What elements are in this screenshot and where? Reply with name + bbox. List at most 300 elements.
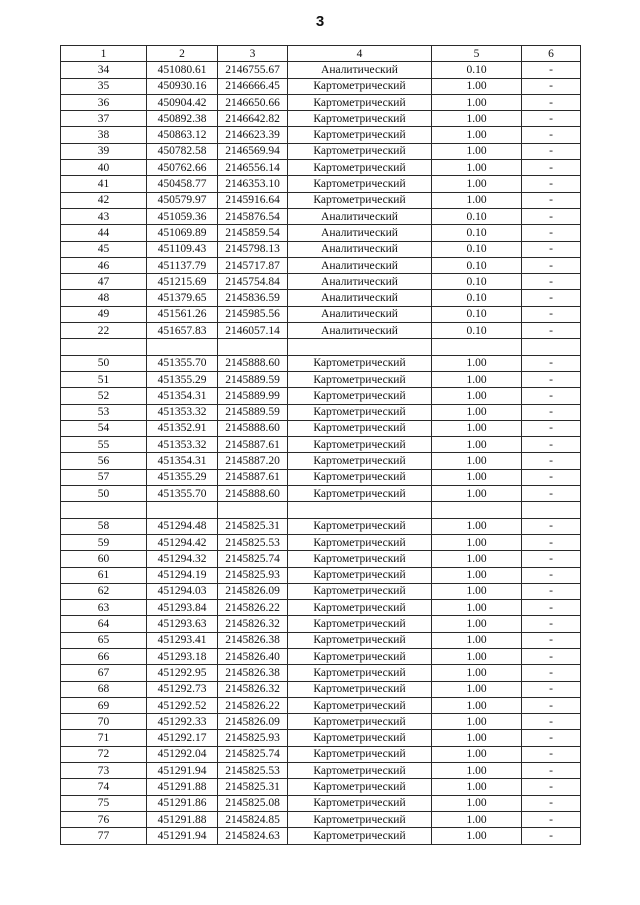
table-row bbox=[61, 746, 581, 762]
point-number-cell: 64 bbox=[61, 616, 147, 632]
y-coordinate-cell bbox=[218, 502, 288, 518]
note-cell: - bbox=[522, 111, 581, 127]
method-cell: Картометрический bbox=[288, 795, 432, 811]
point-number-cell: 44 bbox=[61, 225, 147, 241]
note-cell: - bbox=[522, 371, 581, 387]
header-cell: 2 bbox=[147, 46, 218, 62]
y-coordinate-cell: 2145826.40 bbox=[218, 648, 288, 664]
table-row bbox=[61, 811, 581, 827]
note-cell: - bbox=[522, 290, 581, 306]
x-coordinate-cell: 451291.88 bbox=[147, 779, 218, 795]
point-number-cell: 37 bbox=[61, 111, 147, 127]
x-coordinate-cell: 451291.88 bbox=[147, 811, 218, 827]
note-cell: - bbox=[522, 388, 581, 404]
x-coordinate-cell: 451294.03 bbox=[147, 583, 218, 599]
table-row bbox=[61, 648, 581, 664]
y-coordinate-cell: 2145889.99 bbox=[218, 388, 288, 404]
point-number-cell: 69 bbox=[61, 697, 147, 713]
y-coordinate-cell: 2145825.93 bbox=[218, 730, 288, 746]
x-coordinate-cell: 451294.48 bbox=[147, 518, 218, 534]
note-cell: - bbox=[522, 127, 581, 143]
y-coordinate-cell: 2145887.61 bbox=[218, 437, 288, 453]
point-number-cell: 53 bbox=[61, 404, 147, 420]
y-coordinate-cell: 2145825.53 bbox=[218, 763, 288, 779]
table-row bbox=[61, 469, 581, 485]
header-cell: 6 bbox=[522, 46, 581, 62]
method-cell: Картометрический bbox=[288, 404, 432, 420]
method-cell: Картометрический bbox=[288, 616, 432, 632]
y-coordinate-cell: 2146650.66 bbox=[218, 94, 288, 110]
note-cell: - bbox=[522, 779, 581, 795]
accuracy-cell: 1.00 bbox=[432, 616, 522, 632]
accuracy-cell: 1.00 bbox=[432, 486, 522, 502]
table-row bbox=[61, 730, 581, 746]
x-coordinate-cell: 451069.89 bbox=[147, 225, 218, 241]
point-number-cell: 66 bbox=[61, 648, 147, 664]
y-coordinate-cell: 2145825.53 bbox=[218, 534, 288, 550]
method-cell: Картометрический bbox=[288, 420, 432, 436]
note-cell bbox=[522, 339, 581, 355]
point-number-cell: 62 bbox=[61, 583, 147, 599]
note-cell: - bbox=[522, 208, 581, 224]
x-coordinate-cell: 451215.69 bbox=[147, 274, 218, 290]
x-coordinate-cell: 451293.41 bbox=[147, 632, 218, 648]
x-coordinate-cell: 451379.65 bbox=[147, 290, 218, 306]
x-coordinate-cell: 451292.17 bbox=[147, 730, 218, 746]
method-cell: Картометрический bbox=[288, 763, 432, 779]
x-coordinate-cell: 451355.29 bbox=[147, 469, 218, 485]
x-coordinate-cell: 451293.63 bbox=[147, 616, 218, 632]
x-coordinate-cell: 451355.70 bbox=[147, 355, 218, 371]
accuracy-cell: 1.00 bbox=[432, 94, 522, 110]
note-cell: - bbox=[522, 486, 581, 502]
note-cell: - bbox=[522, 274, 581, 290]
accuracy-cell: 1.00 bbox=[432, 828, 522, 844]
point-number-cell bbox=[61, 339, 147, 355]
note-cell: - bbox=[522, 94, 581, 110]
y-coordinate-cell: 2145836.59 bbox=[218, 290, 288, 306]
x-coordinate-cell: 451137.79 bbox=[147, 257, 218, 273]
y-coordinate-cell: 2146642.82 bbox=[218, 111, 288, 127]
accuracy-cell: 0.10 bbox=[432, 323, 522, 339]
x-coordinate-cell: 451354.31 bbox=[147, 388, 218, 404]
y-coordinate-cell: 2145985.56 bbox=[218, 306, 288, 322]
note-cell: - bbox=[522, 257, 581, 273]
accuracy-cell: 0.10 bbox=[432, 290, 522, 306]
accuracy-cell: 1.00 bbox=[432, 160, 522, 176]
table-row bbox=[61, 371, 581, 387]
method-cell: Аналитический bbox=[288, 290, 432, 306]
method-cell: Картометрический bbox=[288, 127, 432, 143]
y-coordinate-cell: 2146556.14 bbox=[218, 160, 288, 176]
y-coordinate-cell: 2145825.08 bbox=[218, 795, 288, 811]
accuracy-cell: 0.10 bbox=[432, 306, 522, 322]
note-cell: - bbox=[522, 551, 581, 567]
method-cell: Картометрический bbox=[288, 111, 432, 127]
table-row bbox=[61, 632, 581, 648]
table-body bbox=[61, 46, 581, 845]
point-number-cell bbox=[61, 502, 147, 518]
x-coordinate-cell: 451109.43 bbox=[147, 241, 218, 257]
point-number-cell: 63 bbox=[61, 600, 147, 616]
table-row bbox=[61, 225, 581, 241]
y-coordinate-cell: 2145825.31 bbox=[218, 779, 288, 795]
method-cell: Картометрический bbox=[288, 730, 432, 746]
table-row bbox=[61, 437, 581, 453]
y-coordinate-cell bbox=[218, 339, 288, 355]
point-number-cell: 65 bbox=[61, 632, 147, 648]
point-number-cell: 57 bbox=[61, 469, 147, 485]
x-coordinate-cell: 451059.36 bbox=[147, 208, 218, 224]
accuracy-cell bbox=[432, 502, 522, 518]
y-coordinate-cell: 2146755.67 bbox=[218, 62, 288, 78]
accuracy-cell: 0.10 bbox=[432, 225, 522, 241]
table-row bbox=[61, 763, 581, 779]
method-cell: Картометрический bbox=[288, 469, 432, 485]
point-number-cell: 22 bbox=[61, 323, 147, 339]
y-coordinate-cell: 2146623.39 bbox=[218, 127, 288, 143]
x-coordinate-cell: 450892.38 bbox=[147, 111, 218, 127]
table-row bbox=[61, 78, 581, 94]
table-row bbox=[61, 274, 581, 290]
note-cell: - bbox=[522, 746, 581, 762]
y-coordinate-cell: 2145798.13 bbox=[218, 241, 288, 257]
accuracy-cell: 1.00 bbox=[432, 714, 522, 730]
header-cell: 1 bbox=[61, 46, 147, 62]
y-coordinate-cell: 2145888.60 bbox=[218, 420, 288, 436]
y-coordinate-cell: 2146353.10 bbox=[218, 176, 288, 192]
accuracy-cell: 1.00 bbox=[432, 111, 522, 127]
y-coordinate-cell: 2145717.87 bbox=[218, 257, 288, 273]
x-coordinate-cell: 451292.33 bbox=[147, 714, 218, 730]
note-cell: - bbox=[522, 811, 581, 827]
point-number-cell: 55 bbox=[61, 437, 147, 453]
y-coordinate-cell: 2145826.38 bbox=[218, 665, 288, 681]
accuracy-cell: 1.00 bbox=[432, 600, 522, 616]
table-row bbox=[61, 94, 581, 110]
note-cell: - bbox=[522, 420, 581, 436]
x-coordinate-cell: 451293.84 bbox=[147, 600, 218, 616]
x-coordinate-cell: 451355.70 bbox=[147, 486, 218, 502]
table-row bbox=[61, 453, 581, 469]
accuracy-cell: 1.00 bbox=[432, 795, 522, 811]
note-cell: - bbox=[522, 453, 581, 469]
method-cell: Аналитический bbox=[288, 257, 432, 273]
accuracy-cell: 1.00 bbox=[432, 534, 522, 550]
method-cell: Картометрический bbox=[288, 828, 432, 844]
table-row bbox=[61, 388, 581, 404]
point-number-cell: 77 bbox=[61, 828, 147, 844]
accuracy-cell: 1.00 bbox=[432, 632, 522, 648]
point-number-cell: 50 bbox=[61, 355, 147, 371]
note-cell: - bbox=[522, 648, 581, 664]
method-cell: Картометрический bbox=[288, 355, 432, 371]
header-cell: 3 bbox=[218, 46, 288, 62]
table-row bbox=[61, 486, 581, 502]
method-cell: Картометрический bbox=[288, 567, 432, 583]
x-coordinate-cell: 451657.83 bbox=[147, 323, 218, 339]
note-cell: - bbox=[522, 469, 581, 485]
y-coordinate-cell: 2145824.85 bbox=[218, 811, 288, 827]
accuracy-cell: 1.00 bbox=[432, 518, 522, 534]
method-cell: Аналитический bbox=[288, 306, 432, 322]
y-coordinate-cell: 2145889.59 bbox=[218, 371, 288, 387]
accuracy-cell: 0.10 bbox=[432, 241, 522, 257]
y-coordinate-cell: 2145754.84 bbox=[218, 274, 288, 290]
y-coordinate-cell: 2145916.64 bbox=[218, 192, 288, 208]
method-cell: Картометрический bbox=[288, 697, 432, 713]
table-row bbox=[61, 355, 581, 371]
method-cell: Картометрический bbox=[288, 600, 432, 616]
table-row bbox=[61, 697, 581, 713]
accuracy-cell: 1.00 bbox=[432, 143, 522, 159]
table-row bbox=[61, 714, 581, 730]
accuracy-cell: 1.00 bbox=[432, 681, 522, 697]
accuracy-cell: 1.00 bbox=[432, 371, 522, 387]
y-coordinate-cell: 2145887.20 bbox=[218, 453, 288, 469]
note-cell: - bbox=[522, 404, 581, 420]
x-coordinate-cell: 450904.42 bbox=[147, 94, 218, 110]
table-row bbox=[61, 323, 581, 339]
accuracy-cell: 1.00 bbox=[432, 404, 522, 420]
note-cell: - bbox=[522, 730, 581, 746]
x-coordinate-cell: 451292.04 bbox=[147, 746, 218, 762]
table-row bbox=[61, 404, 581, 420]
point-number-cell: 49 bbox=[61, 306, 147, 322]
method-cell: Картометрический bbox=[288, 648, 432, 664]
point-number-cell: 67 bbox=[61, 665, 147, 681]
x-coordinate-cell: 451355.29 bbox=[147, 371, 218, 387]
y-coordinate-cell: 2145826.09 bbox=[218, 583, 288, 599]
point-number-cell: 36 bbox=[61, 94, 147, 110]
y-coordinate-cell: 2145826.32 bbox=[218, 616, 288, 632]
accuracy-cell: 1.00 bbox=[432, 648, 522, 664]
note-cell: - bbox=[522, 143, 581, 159]
x-coordinate-cell: 451292.52 bbox=[147, 697, 218, 713]
table-spacer-row bbox=[61, 339, 581, 355]
y-coordinate-cell: 2145889.59 bbox=[218, 404, 288, 420]
point-number-cell: 41 bbox=[61, 176, 147, 192]
y-coordinate-cell: 2145826.22 bbox=[218, 600, 288, 616]
accuracy-cell: 1.00 bbox=[432, 437, 522, 453]
table-spacer-row bbox=[61, 502, 581, 518]
table-row bbox=[61, 62, 581, 78]
method-cell: Картометрический bbox=[288, 486, 432, 502]
x-coordinate-cell: 451080.61 bbox=[147, 62, 218, 78]
accuracy-cell: 1.00 bbox=[432, 697, 522, 713]
x-coordinate-cell: 450782.58 bbox=[147, 143, 218, 159]
method-cell: Картометрический bbox=[288, 143, 432, 159]
header-cell: 5 bbox=[432, 46, 522, 62]
y-coordinate-cell: 2145825.74 bbox=[218, 551, 288, 567]
accuracy-cell: 1.00 bbox=[432, 551, 522, 567]
method-cell: Картометрический bbox=[288, 551, 432, 567]
accuracy-cell: 0.10 bbox=[432, 62, 522, 78]
table-row bbox=[61, 257, 581, 273]
table-row bbox=[61, 176, 581, 192]
x-coordinate-cell: 451353.32 bbox=[147, 404, 218, 420]
method-cell: Аналитический bbox=[288, 323, 432, 339]
accuracy-cell: 1.00 bbox=[432, 567, 522, 583]
point-number-cell: 43 bbox=[61, 208, 147, 224]
coordinates-table bbox=[60, 45, 581, 845]
table-row bbox=[61, 143, 581, 159]
accuracy-cell: 1.00 bbox=[432, 127, 522, 143]
method-cell bbox=[288, 502, 432, 518]
method-cell: Картометрический bbox=[288, 665, 432, 681]
x-coordinate-cell: 451291.94 bbox=[147, 828, 218, 844]
table-row bbox=[61, 518, 581, 534]
point-number-cell: 46 bbox=[61, 257, 147, 273]
y-coordinate-cell: 2145826.32 bbox=[218, 681, 288, 697]
table-row bbox=[61, 534, 581, 550]
table-row bbox=[61, 779, 581, 795]
point-number-cell: 45 bbox=[61, 241, 147, 257]
note-cell: - bbox=[522, 176, 581, 192]
note-cell: - bbox=[522, 78, 581, 94]
point-number-cell: 59 bbox=[61, 534, 147, 550]
accuracy-cell: 1.00 bbox=[432, 730, 522, 746]
accuracy-cell: 1.00 bbox=[432, 78, 522, 94]
y-coordinate-cell: 2145876.54 bbox=[218, 208, 288, 224]
point-number-cell: 47 bbox=[61, 274, 147, 290]
y-coordinate-cell: 2145888.60 bbox=[218, 486, 288, 502]
x-coordinate-cell: 451294.42 bbox=[147, 534, 218, 550]
x-coordinate-cell: 450863.12 bbox=[147, 127, 218, 143]
method-cell: Картометрический bbox=[288, 811, 432, 827]
method-cell: Картометрический bbox=[288, 746, 432, 762]
x-coordinate-cell: 450930.16 bbox=[147, 78, 218, 94]
table-row bbox=[61, 160, 581, 176]
table-row bbox=[61, 208, 581, 224]
point-number-cell: 56 bbox=[61, 453, 147, 469]
note-cell: - bbox=[522, 665, 581, 681]
method-cell: Картометрический bbox=[288, 714, 432, 730]
method-cell: Картометрический bbox=[288, 583, 432, 599]
point-number-cell: 74 bbox=[61, 779, 147, 795]
accuracy-cell: 1.00 bbox=[432, 388, 522, 404]
x-coordinate-cell: 451292.95 bbox=[147, 665, 218, 681]
accuracy-cell bbox=[432, 339, 522, 355]
table-row bbox=[61, 290, 581, 306]
point-number-cell: 54 bbox=[61, 420, 147, 436]
note-cell: - bbox=[522, 714, 581, 730]
method-cell: Картометрический bbox=[288, 779, 432, 795]
method-cell: Картометрический bbox=[288, 78, 432, 94]
y-coordinate-cell: 2145826.38 bbox=[218, 632, 288, 648]
y-coordinate-cell: 2145826.09 bbox=[218, 714, 288, 730]
note-cell: - bbox=[522, 62, 581, 78]
point-number-cell: 58 bbox=[61, 518, 147, 534]
note-cell: - bbox=[522, 160, 581, 176]
method-cell: Картометрический bbox=[288, 160, 432, 176]
header-cell: 4 bbox=[288, 46, 432, 62]
accuracy-cell: 1.00 bbox=[432, 453, 522, 469]
x-coordinate-cell: 451353.32 bbox=[147, 437, 218, 453]
note-cell: - bbox=[522, 225, 581, 241]
accuracy-cell: 1.00 bbox=[432, 763, 522, 779]
x-coordinate-cell bbox=[147, 502, 218, 518]
table-header-row bbox=[61, 46, 581, 62]
method-cell: Аналитический bbox=[288, 62, 432, 78]
table-row bbox=[61, 681, 581, 697]
point-number-cell: 40 bbox=[61, 160, 147, 176]
x-coordinate-cell: 451291.86 bbox=[147, 795, 218, 811]
note-cell: - bbox=[522, 518, 581, 534]
point-number-cell: 38 bbox=[61, 127, 147, 143]
method-cell: Картометрический bbox=[288, 453, 432, 469]
accuracy-cell: 1.00 bbox=[432, 469, 522, 485]
accuracy-cell: 1.00 bbox=[432, 355, 522, 371]
method-cell: Аналитический bbox=[288, 208, 432, 224]
note-cell: - bbox=[522, 632, 581, 648]
method-cell: Картометрический bbox=[288, 437, 432, 453]
point-number-cell: 68 bbox=[61, 681, 147, 697]
note-cell: - bbox=[522, 241, 581, 257]
y-coordinate-cell: 2145859.54 bbox=[218, 225, 288, 241]
table-row bbox=[61, 192, 581, 208]
x-coordinate-cell: 451292.73 bbox=[147, 681, 218, 697]
note-cell: - bbox=[522, 681, 581, 697]
method-cell: Картометрический bbox=[288, 371, 432, 387]
method-cell: Аналитический bbox=[288, 241, 432, 257]
note-cell: - bbox=[522, 600, 581, 616]
note-cell: - bbox=[522, 192, 581, 208]
y-coordinate-cell: 2145825.31 bbox=[218, 518, 288, 534]
x-coordinate-cell: 451352.91 bbox=[147, 420, 218, 436]
point-number-cell: 72 bbox=[61, 746, 147, 762]
point-number-cell: 70 bbox=[61, 714, 147, 730]
x-coordinate-cell: 451293.18 bbox=[147, 648, 218, 664]
note-cell: - bbox=[522, 437, 581, 453]
accuracy-cell: 1.00 bbox=[432, 583, 522, 599]
page-number: 3 bbox=[315, 13, 325, 30]
accuracy-cell: 0.10 bbox=[432, 274, 522, 290]
method-cell: Аналитический bbox=[288, 225, 432, 241]
method-cell: Картометрический bbox=[288, 94, 432, 110]
x-coordinate-cell: 451294.19 bbox=[147, 567, 218, 583]
note-cell: - bbox=[522, 763, 581, 779]
accuracy-cell: 0.10 bbox=[432, 257, 522, 273]
y-coordinate-cell: 2145825.93 bbox=[218, 567, 288, 583]
x-coordinate-cell: 450458.77 bbox=[147, 176, 218, 192]
y-coordinate-cell: 2145826.22 bbox=[218, 697, 288, 713]
method-cell: Картометрический bbox=[288, 534, 432, 550]
accuracy-cell: 1.00 bbox=[432, 665, 522, 681]
x-coordinate-cell: 451294.32 bbox=[147, 551, 218, 567]
note-cell: - bbox=[522, 828, 581, 844]
note-cell: - bbox=[522, 355, 581, 371]
method-cell: Картометрический bbox=[288, 632, 432, 648]
note-cell: - bbox=[522, 534, 581, 550]
accuracy-cell: 1.00 bbox=[432, 420, 522, 436]
x-coordinate-cell: 450762.66 bbox=[147, 160, 218, 176]
point-number-cell: 51 bbox=[61, 371, 147, 387]
x-coordinate-cell: 451291.94 bbox=[147, 763, 218, 779]
point-number-cell: 60 bbox=[61, 551, 147, 567]
x-coordinate-cell: 450579.97 bbox=[147, 192, 218, 208]
table-row bbox=[61, 665, 581, 681]
accuracy-cell: 1.00 bbox=[432, 811, 522, 827]
accuracy-cell: 1.00 bbox=[432, 746, 522, 762]
x-coordinate-cell bbox=[147, 339, 218, 355]
note-cell: - bbox=[522, 697, 581, 713]
x-coordinate-cell: 451354.31 bbox=[147, 453, 218, 469]
table-row bbox=[61, 306, 581, 322]
note-cell: - bbox=[522, 795, 581, 811]
table-row bbox=[61, 795, 581, 811]
point-number-cell: 75 bbox=[61, 795, 147, 811]
